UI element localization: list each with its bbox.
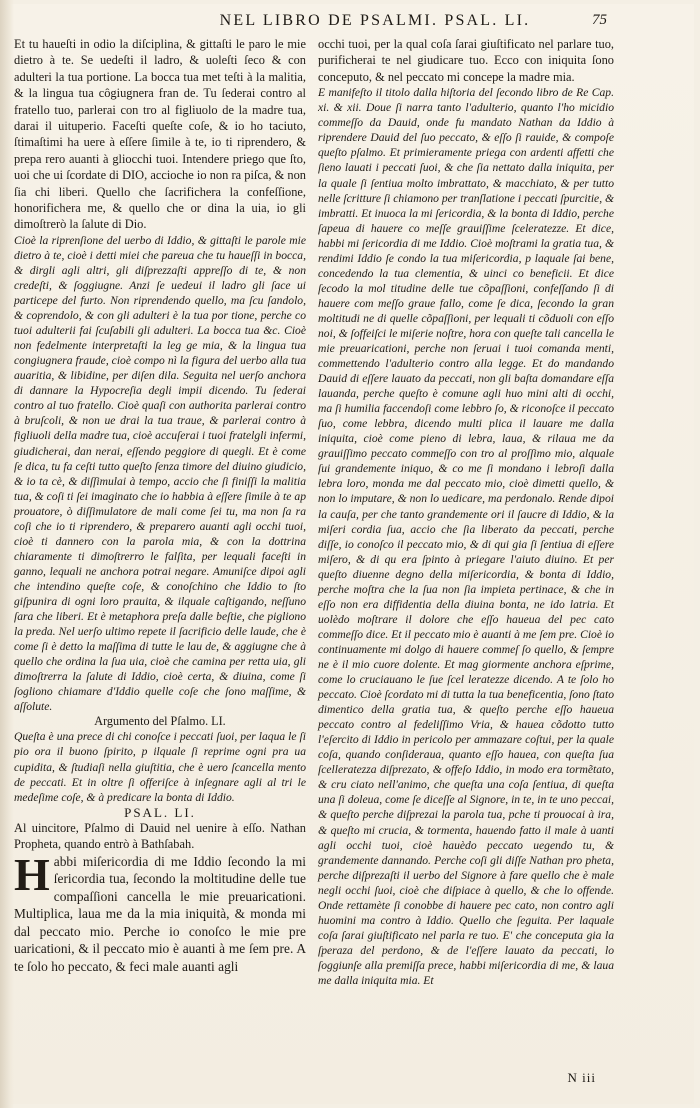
left-column <box>14 36 306 976</box>
folio-number: 75 <box>592 12 607 28</box>
binding-gutter <box>0 0 14 1108</box>
right-column <box>318 36 614 988</box>
commentary-left: Cioè la riprenſione del uerbo di Iddio, & gittaſti le parole mie dietro à te, cioè i detti miei che pareua che tu haueſſi in bocca, & dirgli agli altri, gli diſprezzaſti appreſſo di te, & non credeſti, & ſoggiugne. Anzi ſe uedeui il ladro gli ſace ui particepe del furto. Non riprendendo quello, ma ſcu ſandolo, & coprendolo, & con gli adulteri è la tua por tione, perche co tuoi adulterii fai ſcuſabili gli adulteri. La bocca tua &c. Cioè non fedelmente interpretaſti la leg ge mia, & la lingua tua congiugnera fraude, cioè compo nì la figura del uerbo alla tua auaritia, & libidine, per diſen dila. Seguita nel uerſo anchora di dannare la Hypocreſia degli impii dicendo. Tu ſederai contro al tuo fratello. Cioè quaſi con authorita parlerai contro à bruſcoli, & non ue drai la tua traue, & parlerai contro à figliuoli della madre tua, cioè accuſerai i tuoi fratelgli infermi, giudicherai, dan nerai, eſſendo peggiore di quegli. Et è come ſe dica, tu fa ceſti tutto queſto ſenza timore del diuino giudicio, & io ta cè, & diſſimulai à tempo, accio che ſi finiſſi la malitia tua, & coſi ti ſei imaginato che io habbia à eſſere ſimile à te ap prouatore, ò diſſimulatore de mali come ſei tu, ma non ſa ra coſi che io ti riprendero, & preparero auanti agli occhi tuoi, cioè ti dannero con la parola mia, & con la dottrina chiaramente ti dimoſtrerro le falſita, per lequali faceſti in ganno, lequali ne anchora potrai negare. Amuniſce dipoi agli che intendino queſte coſe, & conoſchino che Iddio to ſto giſpunira di ogni loro prauita, & ilquale caſtigando, neſſuno ſara che liberi. Et è metaphora preſa dalle beſtie, che pigliono la preda. Nel uerſo ultimo repete il ſacrificio delle laude, che è come ſi è detto la maſſima di tutte le lau de, & aggiugne che à quello che ordina la ſua uia, cioè che camina per retta uia, gli dimoſtrerra la ſalute di Iddio, cioè certa, & diuina, come ſi ſogliono chiamare d'Iddio quelle coſe che ſono maſſime, & aſſolute. <box>14 233 306 714</box>
argument-heading: Argumento del Pſalmo. LI. <box>94 714 226 729</box>
psalm-heading: PSAL. LI. <box>124 804 196 820</box>
psalm-body-text: abbi miſericordia di me Iddio ſecondo la mi ſericordia tua, ſecondo la moltitudine delle tue compaſſioni cancella le mie preuaricationi. Multiplica, laua me da la mia iniquità, & monda mi dal peccato mio. Perche io conoſco le mie pre uaricationi, & il peccato mio è auanti à me ſem pre. A te ſolo ho peccato, & feci male auanti agli <box>14 853 306 975</box>
commentary-right: E manifeſto il titolo dalla hiſtoria del ſecondo libro de Re Cap. xi. & xii. Doue ſi narra tanto l'adulterio, quanto l'ho micidio commeſſo da Dauid, onde fu mandato Nathan da Iddio à riprendere Dauid del ſuo peccato, & eſſo ſi rauide, & compoſe queſto pſalmo. Et primieramente priega con ardenti affetti che ſieno lauati i peccati ſuoi, & che ſia nettato dalla iniquita, per la quale ſi ſentiua molto imbrattato, & macchiato, & per tutto nelle ſcritture ſi chiamono per tranſlatione i peccati ſpurcitie, & imbratti. Et inuoca la mi ſericordia, & la bonta di Iddio, perche ſapeua di hauere co meſſe grauiſſime ſceleratezze. Et dice, habbi mi ſericordia di me Iddio. Cioè moſtrami la gratia tua, & rendimi Iddio ſe condo la tua miſericordia, p laquale ſai bene, concedendo la tua clementia, & uinci co beneficii. Et dice ſecodo la mol titudine delle tue cõpaſſioni, confeſſando ſi di hauere com meſſo graue fallo, come ſe dica, ſecondo la gran moltitudi ne di quelle cõpaſſioni, per lequali ti cõduoli con eſſo noi, & ſoffeiſci le miſerie noſtre, hora con queſte tali cancella le mie preuaricationi, perche non ſeruai i tuoi comanda menti, commettendo l'adulterio contro alla legge. Et do mandando Dauid di eſſere lauato da peccati, non gli baſta domandare eſſa lauanda, perche queſto è comune agli huo mini alti di occhi, ma ſi humilia faccendoſi come lebbro ſo, & riconoſce il peccato ſuo, come lebbra, dicendo multi plica il lauare me dalla iniquita, cioè come pieno di lebra, laua, & rilaua me da grauiſſimo peccato commeſſo con tro al proſſimo mio, alquale ſui grandemente iniquo, & co me ſi mondano i lebroſi dalla lebra loro, monda me dal peccato mio, cioè dimetti quello, & non lo imputare, & non lo uedicare, ma perdonalo. Rende dipoi la cauſa, per che tanto grandemente ori il ſaucre di Iddio, & la miſeri cordia ſua, accio che ſia liberato da peccati, perche diſſe, io conoſco il peccato mio, & di qui gia ſi ſentiua di eſſere miſero, & di qu era ſpinto à priegare l'aiuto diuino. Et per queſto diuenne degno della miſericordia, & bonta di Iddio, perche moſtra che la ſua non ſia impieta pertinace, & che in eſſo non era diffidentia della diuina bonta, ne ido latria. Et uolèdo moſtrare il dolore che eſſo haueua del pec cato commeſſo dice. Et il peccato mio è auanti à me ſem pre. Cioè io continuamente mi dolgo di hauere commeſ ſo quello, & ſempre ne è il mio cuore dolente. Et mag giormente anchora eſprime, come lo cruciauano le ſue ſcel leratezze dicendo. A te ſolo ho peccato. Cioè ſcordato mi di tutta la tua beneficentia, ſono ſtato dimentico della gratia tua, & queſto perche eſſo haueua peccato contro al fedeliſſimo Vria, & hauea cõdotto tutto l'eſercito di Iddio in pericolo per ammazare coſtui, per la quale coſa, quando conſideraua, quanto eſſo hauea, con queſta ſua ſcelleratezza diſprezato, & offeſo Iddio, in modo era tormẽtato, & cru ciato nell'animo, che queſta una coſa ſentiua, di queſta una ſi doleua, come ſe diceſſe al Signore, in te, in te uno peccai, & queſto perche diſprezai la parola tua, pche ti prouocai à ira, & queſto mi crucia, & tormenta, hauendo fatto il male à uanti agli occhi tuoi, cioè hauèdo peccato uegendo tu, & grandemente dannando. Perche coſi gli diſſe Nathan pro pheta, perche diſprezaſti il uerbo del Signore à fare quello che è male negli occhi ſuoi, cioè che diſpiace à quello, & che lo offende. Onde rettamète ſi conobbe di hauere pec cato, non contro agli huomini ma contro à Iddio. Quello che ſeguita. Per laquale coſa ſarai giuſtificato nel parla re tuo. E' che conceputa gia la ſperaza del perdono, & de l'eſſere lauato da peccati, lo ſoggiunſe alla premiſſa prece, habbi miſericordia di me, & laua me dalla iniquita mia. Et <box>318 86 615 987</box>
psalm-title: Al uincitore, Pſalmo di Dauid nel uenire à eſſo. Nathan Propheta, quando entrò à Bathſabah. <box>14 820 306 852</box>
psalm-body <box>14 848 306 976</box>
argument-text: Queſta è una prece di chi conoſce i peccati ſuoi, per laqua le ſi pio ora il buono ſpirito, p ilquale ſi reprime ogni pra ua cupidita, & ſtudiaſi nella giuſtitia, che è uero ſcancella mento de peccati. Et in oltre ſi offeriſce à inſegnare agli al tri le medeſime coſe, & à predicare la bonta di Iddio. <box>14 730 306 804</box>
running-title: NEL LIBRO DE PSALMI. PSAL. LI. <box>219 12 531 29</box>
signature-mark: N iii <box>567 1070 596 1085</box>
psalm-text-continuation: occhi tuoi, per la qual coſa ſarai giuſtificato nel parlare tuo, purificherai te nel giudicare tuo. Ecco con iniquita ſono conceputo, & nel peccato mi concepe la madre mia. <box>318 37 614 84</box>
drop-initial: H <box>14 848 50 900</box>
psalm-text-opening: Et tu haueſti in odio la diſciplina, & gittaſti le paro le mie dietro à te. Se uedeſti il ladro, & uoleſti ſeco & con adulteri la tua portione. La bocca tua met teſti à la malitia, & la lingua tua côgiugnera fran de. Tu ſederai contro al fratello tuo, parlerai con tro al figliuolo de la madre tua, darai il uituperio. Faceſti queſte coſe, & io ho taciuto, ſtimaſtimi ha uere à eſſere ſimile à te, io ti riprendero, & prepa rero auanti à gliocchi tuoi. Intendere priego que ſto, uoi che ui ſcordate di DIO, accioche io non ra piſca, & non ſia chi liberi. Quello che ſacrifichera la confeſſione, honorifichera me, & quello che or dina la uia, io gli dimoſtrerò la ſalute di Dio. <box>14 37 306 232</box>
